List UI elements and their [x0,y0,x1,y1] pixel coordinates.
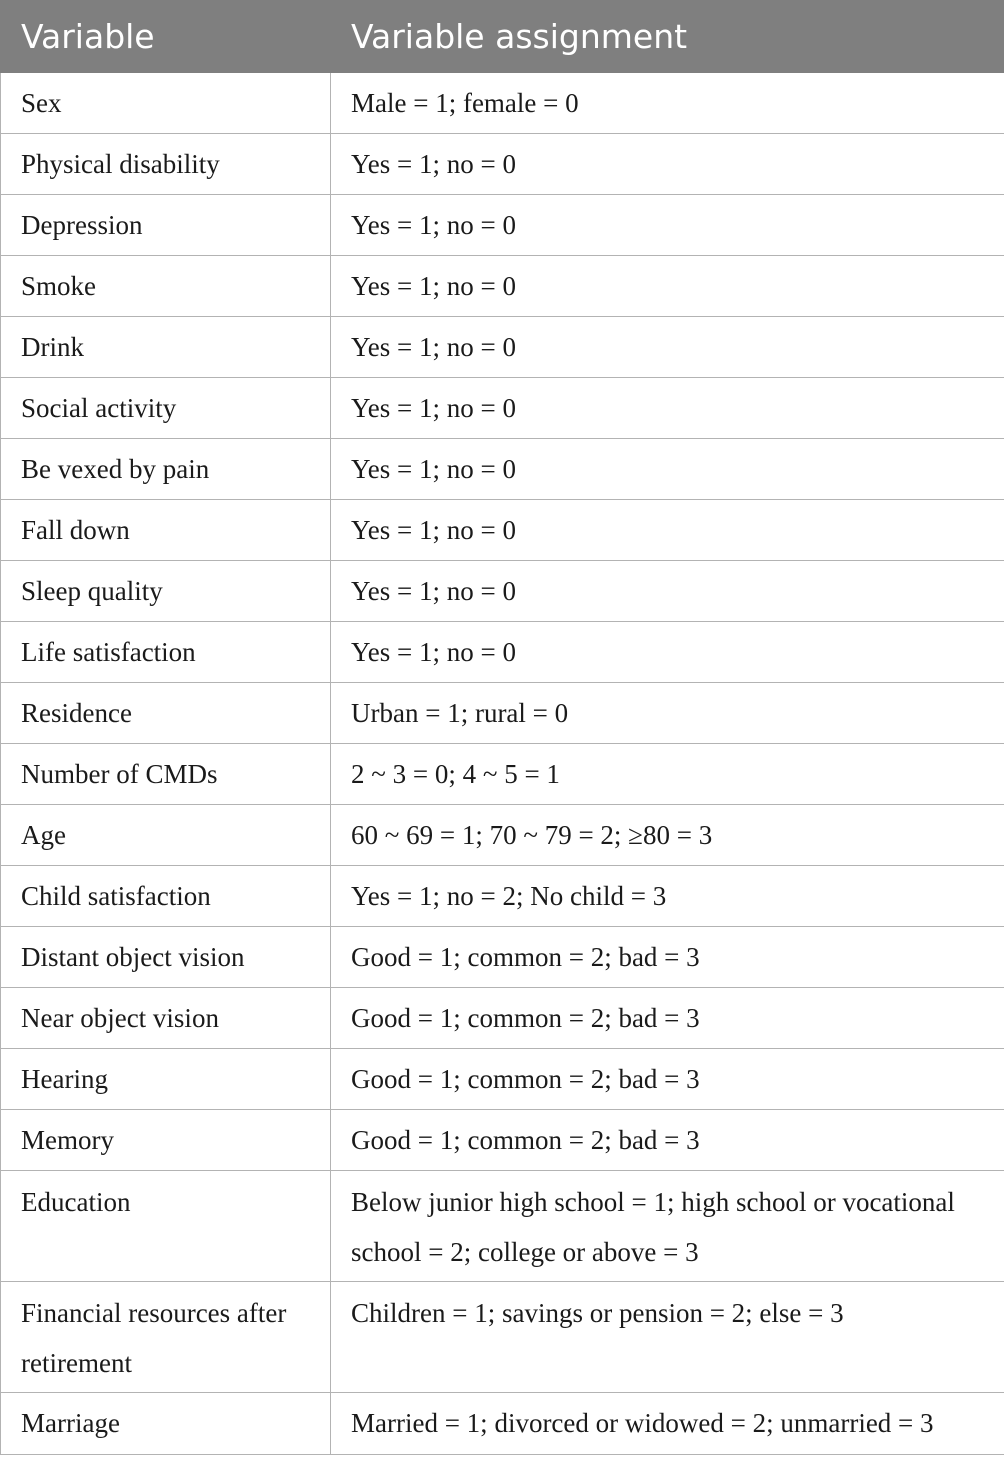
variable-cell: Physical disability [1,134,331,195]
assignment-cell: Yes = 1; no = 2; No child = 3 [331,866,1004,927]
variable-cell: Sex [1,73,331,134]
variable-cell: Age [1,805,331,866]
variable-cell: Residence [1,683,331,744]
table-row [1,378,1004,439]
table-row [1,622,1004,683]
variable-cell: Child satisfaction [1,866,331,927]
variable-cell: Distant object vision [1,927,331,988]
variable-cell: Smoke [1,256,331,317]
table-row [1,195,1004,256]
assignment-cell: 2 ~ 3 = 0; 4 ~ 5 = 1 [331,744,1004,805]
table-row [1,988,1004,1049]
variable-cell: Depression [1,195,331,256]
table-row [1,805,1004,866]
table-row [1,439,1004,500]
assignment-cell: Male = 1; female = 0 [331,73,1004,134]
assignment-cell: Yes = 1; no = 0 [331,256,1004,317]
table-row [1,866,1004,927]
variable-cell: Life satisfaction [1,622,331,683]
table-row [1,256,1004,317]
header-variable: Variable [1,1,331,73]
variable-cell: Drink [1,317,331,378]
assignment-cell: Yes = 1; no = 0 [331,439,1004,500]
assignment-cell: Yes = 1; no = 0 [331,195,1004,256]
header-variable-assignment: Variable assignment [331,1,1004,73]
table-row [1,561,1004,622]
assignment-cell: Yes = 1; no = 0 [331,500,1004,561]
table-row [1,1282,1004,1393]
table-row [1,317,1004,378]
table-row [1,683,1004,744]
assignment-cell: Below junior high school = 1; high school or vocational school = 2; college or above = 3 [331,1171,1004,1282]
table-row [1,744,1004,805]
assignment-cell: Yes = 1; no = 0 [331,378,1004,439]
table-row [1,134,1004,195]
assignment-cell: Married = 1; divorced or widowed = 2; unmarried = 3 [331,1393,1004,1455]
table-row [1,1393,1004,1455]
table-row [1,927,1004,988]
variable-cell: Financial resources after retirement [1,1282,331,1393]
assignment-cell: Yes = 1; no = 0 [331,561,1004,622]
variable-cell: Number of CMDs [1,744,331,805]
variable-cell: Sleep quality [1,561,331,622]
assignment-cell: Good = 1; common = 2; bad = 3 [331,1049,1004,1110]
variable-cell: Hearing [1,1049,331,1110]
assignment-cell: Good = 1; common = 2; bad = 3 [331,927,1004,988]
assignment-cell: Children = 1; savings or pension = 2; else = 3 [331,1282,1004,1393]
variable-cell: Be vexed by pain [1,439,331,500]
header-row [1,1,1004,73]
assignment-cell: Yes = 1; no = 0 [331,622,1004,683]
assignment-cell: Good = 1; common = 2; bad = 3 [331,988,1004,1049]
assignment-cell: Urban = 1; rural = 0 [331,683,1004,744]
assignment-cell: Yes = 1; no = 0 [331,134,1004,195]
variable-cell: Social activity [1,378,331,439]
table-row [1,500,1004,561]
assignment-cell: Yes = 1; no = 0 [331,317,1004,378]
table-row [1,1049,1004,1110]
table-row [1,1110,1004,1171]
variable-cell: Education [1,1171,331,1282]
variable-cell: Memory [1,1110,331,1171]
variable-cell: Near object vision [1,988,331,1049]
table-row [1,73,1004,134]
assignment-cell: 60 ~ 69 = 1; 70 ~ 79 = 2; ≥80 = 3 [331,805,1004,866]
table-row [1,1171,1004,1282]
variable-cell: Marriage [1,1393,331,1455]
variable-cell: Fall down [1,500,331,561]
assignment-cell: Good = 1; common = 2; bad = 3 [331,1110,1004,1171]
